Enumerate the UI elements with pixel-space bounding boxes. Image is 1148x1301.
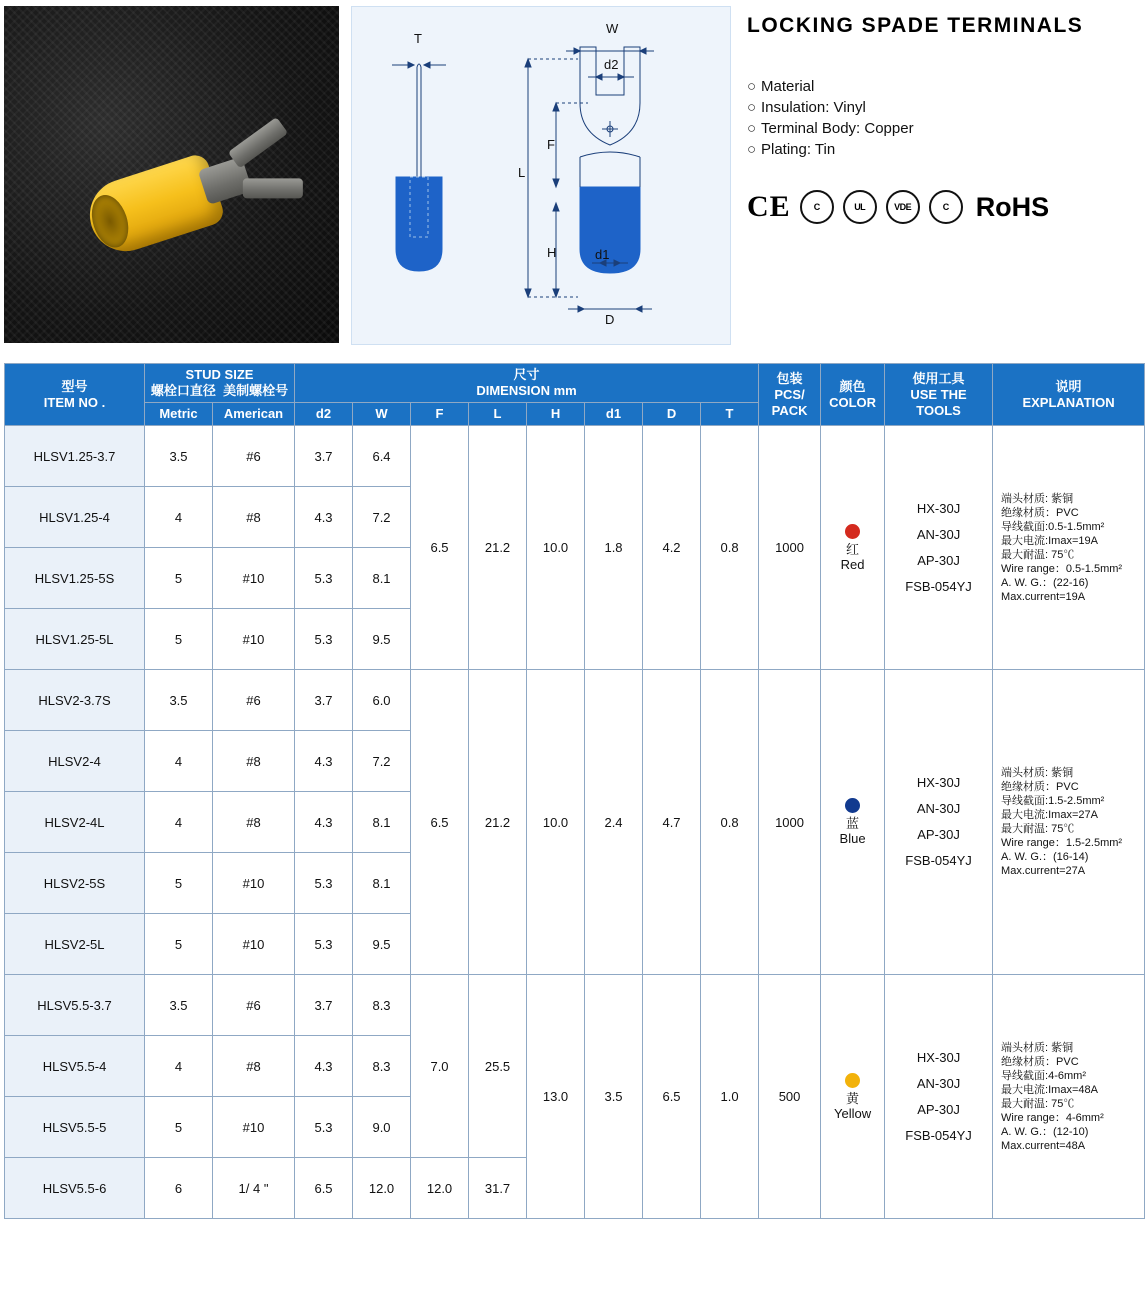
spec-label: Material — [761, 78, 815, 95]
cul-mark-icon: C — [929, 190, 963, 224]
cell-item-no: HLSV2-5S — [5, 853, 145, 914]
rohs-mark-icon: RoHS — [975, 191, 1050, 222]
label-T: T — [414, 31, 422, 46]
cell-d1: 3.5 — [585, 975, 643, 1219]
th-stud-size-en: STUD SIZE — [185, 367, 254, 382]
cell-d2: 5.3 — [295, 1097, 353, 1158]
top-section — [0, 0, 1148, 345]
th-dimension-cn: 尺寸 — [513, 367, 540, 382]
cell-t: 0.8 — [701, 426, 759, 670]
cell-item-no: HLSV5.5-5 — [5, 1097, 145, 1158]
cell-metric: 5 — [145, 609, 213, 670]
spec-label: Insulation: Vinyl — [761, 99, 866, 116]
explanation-line: 导线截面:4-6mm² — [1001, 1069, 1086, 1082]
cell-w: 6.4 — [353, 426, 411, 487]
explanation-line: 最大耐温: 75℃ — [1001, 548, 1075, 561]
explanation-line: 最大电流:Imax=48A — [1001, 1083, 1098, 1096]
cell-h: 10.0 — [527, 670, 585, 975]
cell-american: #6 — [213, 426, 295, 487]
bullet-icon: ○ — [747, 120, 757, 137]
cell-f: 7.0 — [411, 975, 469, 1158]
spec-item — [747, 139, 1145, 160]
cell-d1: 2.4 — [585, 670, 643, 975]
label-F: F — [547, 137, 555, 152]
cell-w: 9.0 — [353, 1097, 411, 1158]
cell-item-no: HLSV2-4 — [5, 731, 145, 792]
explanation-line: Wire range：4-6mm² — [1001, 1111, 1104, 1124]
explanation-line: 最大电流:Imax=27A — [1001, 809, 1098, 821]
cell-metric: 3.5 — [145, 426, 213, 487]
cell-metric: 5 — [145, 914, 213, 975]
th-dimension-en: DIMENSION mm — [476, 383, 577, 398]
cell-d2: 3.7 — [295, 426, 353, 487]
table-row — [5, 975, 1145, 1036]
cell-item-no: HLSV1.25-3.7 — [5, 426, 145, 487]
cell-t: 1.0 — [701, 975, 759, 1219]
cell-w: 8.1 — [353, 548, 411, 609]
product-photo — [4, 6, 339, 343]
fork-arm-lower — [243, 178, 303, 198]
cell-h: 13.0 — [527, 975, 585, 1219]
explanation-line: A. W. G.：(16-14) — [1001, 851, 1089, 863]
cell-l: 21.2 — [469, 670, 527, 975]
cell-american: #6 — [213, 975, 295, 1036]
cell-w: 12.0 — [353, 1158, 411, 1219]
cell-d2: 5.3 — [295, 609, 353, 670]
th-item-no-cn: 型号 — [61, 378, 88, 394]
explanation-line: 最大耐温: 75℃ — [1001, 823, 1075, 835]
th-item-no — [5, 364, 145, 426]
th-tools-en1: USE THE — [910, 386, 967, 402]
cell-color — [821, 975, 885, 1219]
cell-w: 8.1 — [353, 792, 411, 853]
cell-american: 1/ 4 " — [213, 1158, 295, 1219]
cell-metric: 4 — [145, 792, 213, 853]
cell-item-no: HLSV5.5-4 — [5, 1036, 145, 1097]
label-d2: d2 — [604, 57, 619, 72]
th-metric: Metric — [145, 403, 213, 426]
cell-l: 25.5 — [469, 975, 527, 1158]
table-body — [5, 426, 1145, 1219]
cell-american: #10 — [213, 609, 295, 670]
cell-tools — [885, 975, 993, 1219]
th-d2: d2 — [295, 403, 353, 426]
th-color-en: COLOR — [829, 394, 877, 410]
label-L: L — [518, 165, 526, 180]
cell-d: 6.5 — [643, 975, 701, 1219]
explanation-line: Max.current=27A — [1001, 865, 1086, 877]
th-dimension — [295, 364, 759, 403]
cell-l: 31.7 — [469, 1158, 527, 1219]
cell-w: 7.2 — [353, 731, 411, 792]
tool-name: HX-30J — [916, 775, 961, 790]
table-row — [5, 670, 1145, 731]
explanation-line: 绝缘材质：PVC — [1001, 1055, 1079, 1068]
cell-f: 6.5 — [411, 426, 469, 670]
tool-name: FSB-054YJ — [905, 578, 972, 594]
bullet-icon: ○ — [747, 99, 757, 116]
explanation-line: 绝缘材质：PVC — [1001, 506, 1079, 519]
cell-explanation — [993, 426, 1145, 670]
cell-item-no: HLSV1.25-5L — [5, 609, 145, 670]
cell-american: #8 — [213, 731, 295, 792]
th-explanation-cn: 说明 — [1055, 378, 1082, 394]
cell-w: 8.3 — [353, 1036, 411, 1097]
cell-metric: 3.5 — [145, 975, 213, 1036]
th-pack — [759, 364, 821, 426]
technical-drawing — [351, 6, 731, 345]
th-t: T — [701, 403, 759, 426]
specification-table — [4, 363, 1145, 1219]
label-D: D — [605, 312, 615, 327]
cell-american: #8 — [213, 792, 295, 853]
cell-american: #10 — [213, 914, 295, 975]
certification-marks — [747, 190, 1145, 224]
tool-name: FSB-054YJ — [905, 1127, 972, 1143]
spec-column — [747, 6, 1145, 224]
cell-tools — [885, 426, 993, 670]
cell-d1: 1.8 — [585, 426, 643, 670]
cell-item-no: HLSV5.5-6 — [5, 1158, 145, 1219]
th-stud-size — [145, 364, 295, 403]
label-H: H — [547, 245, 557, 260]
explanation-line: Wire range：0.5-1.5mm² — [1001, 562, 1123, 575]
th-l: L — [469, 403, 527, 426]
explanation-line: Max.current=48A — [1001, 1139, 1086, 1152]
cell-f: 12.0 — [411, 1158, 469, 1219]
spec-item — [747, 97, 1145, 118]
th-tools-en2: TOOLS — [916, 402, 961, 418]
explanation-line: 端头材质: 紫铜 — [1001, 492, 1074, 505]
cell-d2: 5.3 — [295, 548, 353, 609]
th-d: D — [643, 403, 701, 426]
cell-metric: 4 — [145, 1036, 213, 1097]
color-name-en: Red — [840, 556, 865, 572]
cell-metric: 5 — [145, 1097, 213, 1158]
material-spec-list — [747, 76, 1145, 160]
th-color-cn: 颜色 — [839, 378, 866, 394]
tool-name: AP-30J — [917, 552, 960, 568]
ul-mark-icon: UL — [843, 190, 877, 224]
th-item-no-en: ITEM NO . — [43, 394, 106, 410]
tool-name: HX-30J — [916, 1049, 961, 1065]
cell-w: 8.1 — [353, 853, 411, 914]
tool-name: AN-30J — [916, 801, 961, 816]
cell-item-no: HLSV1.25-5S — [5, 548, 145, 609]
explanation-line: 端头材质: 紫铜 — [1001, 767, 1074, 779]
cell-d2: 3.7 — [295, 670, 353, 731]
color-name-en: Blue — [839, 831, 866, 846]
cell-item-no: HLSV5.5-3.7 — [5, 975, 145, 1036]
cell-d2: 6.5 — [295, 1158, 353, 1219]
tool-name: AP-30J — [917, 827, 960, 842]
cell-color — [821, 426, 885, 670]
explanation-line: Max.current=19A — [1001, 590, 1086, 603]
cell-american: #10 — [213, 853, 295, 914]
cell-d2: 5.3 — [295, 853, 353, 914]
cell-american: #6 — [213, 670, 295, 731]
cell-d: 4.7 — [643, 670, 701, 975]
cell-d: 4.2 — [643, 426, 701, 670]
spec-item — [747, 76, 1145, 97]
fork-arm-upper — [228, 117, 288, 168]
th-tools — [885, 364, 993, 426]
color-swatch-icon — [845, 798, 860, 813]
color-swatch-icon — [845, 1073, 860, 1088]
th-f: F — [411, 403, 469, 426]
color-name-cn: 蓝 — [846, 816, 860, 831]
th-tools-cn: 使用工具 — [912, 370, 965, 386]
cell-d2: 4.3 — [295, 731, 353, 792]
color-name-cn: 红 — [846, 541, 860, 557]
ce-mark-icon: CE — [747, 190, 791, 223]
tool-name: AP-30J — [917, 1101, 960, 1117]
cell-d2: 5.3 — [295, 914, 353, 975]
table-row — [5, 426, 1145, 487]
bullet-icon: ○ — [747, 78, 757, 95]
table-header — [5, 364, 1145, 426]
cell-w: 9.5 — [353, 914, 411, 975]
cell-item-no: HLSV2-4L — [5, 792, 145, 853]
cell-metric: 5 — [145, 548, 213, 609]
label-d1: d1 — [595, 247, 610, 262]
cell-h: 10.0 — [527, 426, 585, 670]
cell-w: 8.3 — [353, 975, 411, 1036]
th-stud-metric-cn: 螺栓口直径 — [150, 383, 216, 398]
cell-item-no: HLSV2-5L — [5, 914, 145, 975]
explanation-line: 端头材质: 紫铜 — [1001, 1041, 1074, 1054]
tool-name: HX-30J — [916, 500, 961, 516]
tool-name: FSB-054YJ — [905, 853, 972, 868]
cell-metric: 3.5 — [145, 670, 213, 731]
csa-mark-icon: C — [800, 190, 834, 224]
explanation-line: A. W. G.：(12-10) — [1001, 1125, 1089, 1138]
cell-d2: 4.3 — [295, 487, 353, 548]
th-explanation — [993, 364, 1145, 426]
cell-metric: 6 — [145, 1158, 213, 1219]
color-name-cn: 黄 — [846, 1090, 860, 1106]
cell-d2: 4.3 — [295, 792, 353, 853]
th-explanation-en: EXPLANATION — [1022, 394, 1115, 410]
spec-item — [747, 118, 1145, 139]
cell-american: #8 — [213, 487, 295, 548]
tool-name: AN-30J — [916, 526, 961, 542]
cell-w: 7.2 — [353, 487, 411, 548]
cell-d2: 3.7 — [295, 975, 353, 1036]
spec-label: Terminal Body: Copper — [761, 120, 914, 137]
cell-metric: 4 — [145, 731, 213, 792]
cell-metric: 4 — [145, 487, 213, 548]
cell-color — [821, 670, 885, 975]
cell-american: #10 — [213, 548, 295, 609]
explanation-line: 最大耐温: 75℃ — [1001, 1097, 1075, 1110]
vde-mark-icon: VDE — [886, 190, 920, 224]
cell-w: 6.0 — [353, 670, 411, 731]
th-h: H — [527, 403, 585, 426]
cell-metric: 5 — [145, 853, 213, 914]
cell-w: 9.5 — [353, 609, 411, 670]
cell-american: #8 — [213, 1036, 295, 1097]
th-w: W — [353, 403, 411, 426]
th-stud-american-cn: 美制螺栓号 — [223, 383, 289, 398]
cell-pack: 500 — [759, 975, 821, 1219]
explanation-line: 导线截面:0.5-1.5mm² — [1001, 520, 1105, 533]
terminal-fork — [193, 128, 304, 219]
th-pack-cn: 包装 — [776, 370, 803, 386]
cell-pack: 1000 — [759, 426, 821, 670]
color-swatch-icon — [845, 524, 860, 539]
explanation-line: 导线截面:1.5-2.5mm² — [1001, 795, 1105, 807]
cell-item-no: HLSV2-3.7S — [5, 670, 145, 731]
cell-american: #10 — [213, 1097, 295, 1158]
tool-name: AN-30J — [916, 1075, 961, 1091]
cell-item-no: HLSV1.25-4 — [5, 487, 145, 548]
spec-label: Plating: Tin — [761, 141, 836, 158]
explanation-line: 最大电流:Imax=19A — [1001, 534, 1098, 547]
drawing-svg — [352, 7, 730, 344]
cell-t: 0.8 — [701, 670, 759, 975]
th-color — [821, 364, 885, 426]
cell-explanation — [993, 975, 1145, 1219]
cell-explanation — [993, 670, 1145, 975]
explanation-line: Wire range：1.5-2.5mm² — [1001, 837, 1123, 849]
cell-l: 21.2 — [469, 426, 527, 670]
bullet-icon: ○ — [747, 141, 757, 158]
th-american: American — [213, 403, 295, 426]
cell-f: 6.5 — [411, 670, 469, 975]
explanation-line: 绝缘材质：PVC — [1001, 781, 1079, 793]
cell-pack: 1000 — [759, 670, 821, 975]
page-title: LOCKING SPADE TERMINALS — [747, 14, 1084, 37]
th-d1: d1 — [585, 403, 643, 426]
th-pack-en1: PCS/ — [774, 386, 805, 402]
label-W: W — [606, 21, 619, 36]
color-name-en: Yellow — [833, 1105, 872, 1121]
cell-tools — [885, 670, 993, 975]
explanation-line: A. W. G.：(22-16) — [1001, 576, 1089, 589]
th-pack-en2: PACK — [771, 402, 808, 418]
cell-d2: 4.3 — [295, 1036, 353, 1097]
